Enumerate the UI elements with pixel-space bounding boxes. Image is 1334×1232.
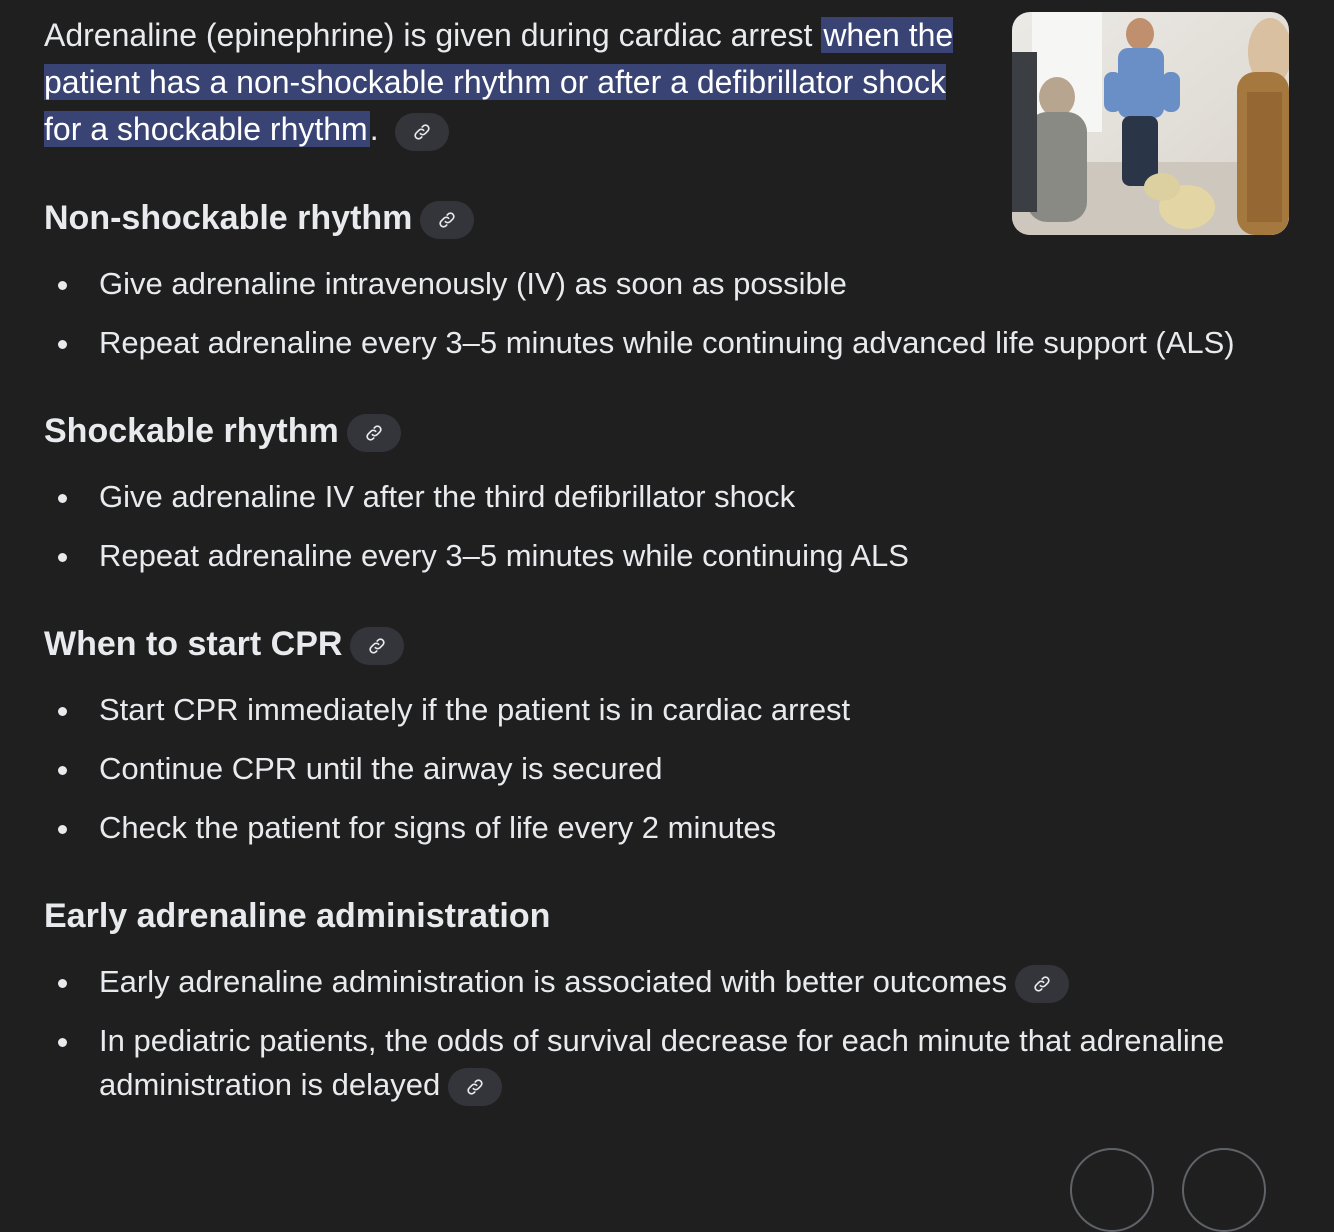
link-icon: [367, 636, 387, 656]
cpr-training-image: [1012, 12, 1289, 235]
list-non-shockable: [44, 262, 1279, 380]
section-heading: [44, 411, 401, 452]
list-shockable: [44, 475, 1279, 593]
list-early-adrenaline: [44, 960, 1279, 1122]
source-link-button[interactable]: [1015, 965, 1069, 1003]
list-item: Start CPR immediately if the patient is in cardiac arrest: [44, 688, 1279, 732]
link-icon: [437, 210, 457, 230]
section-heading: [44, 198, 474, 239]
section-heading: [44, 896, 550, 936]
section-shockable: [44, 411, 401, 452]
section-when-to-start-cpr: [44, 624, 404, 665]
heading-text: Shockable rhythm: [44, 412, 339, 450]
list-item: Give adrenaline IV after the third defibrillator shock: [44, 475, 1279, 519]
source-link-button[interactable]: [448, 1068, 502, 1106]
section-early-adrenaline: [44, 896, 550, 936]
feedback-buttons: [1070, 1148, 1300, 1178]
link-icon: [412, 122, 432, 142]
list-item: Repeat adrenaline every 3–5 minutes while continuing ALS: [44, 534, 1279, 578]
intro-highlighted-text[interactable]: when the patient has a non-shockable rhythm or after a defibrillator shock for a shockable rhythm: [44, 17, 954, 147]
thumbs-down-button[interactable]: [1182, 1148, 1266, 1232]
list-item: [44, 1019, 1279, 1107]
list-item-text: Early adrenaline administration is associated with better outcomes: [99, 964, 1008, 999]
heading-text: When to start CPR: [44, 625, 343, 663]
link-icon: [465, 1077, 485, 1097]
list-item: Check the patient for signs of life every 2 minutes: [44, 806, 1279, 850]
source-link-button[interactable]: [347, 414, 401, 452]
source-link-button[interactable]: [420, 201, 474, 239]
list-item: [44, 960, 1279, 1004]
intro-text: Adrenaline (epinephrine) is given during cardiac arrest: [44, 17, 813, 53]
link-icon: [364, 423, 384, 443]
source-link-button[interactable]: [350, 627, 404, 665]
section-non-shockable: [44, 198, 474, 239]
heading-text: Early adrenaline administration: [44, 897, 551, 935]
thumbs-up-button[interactable]: [1070, 1148, 1154, 1232]
list-item: Repeat adrenaline every 3–5 minutes while continuing advanced life support (ALS): [44, 321, 1279, 365]
list-item: Give adrenaline intravenously (IV) as soon as possible: [44, 262, 1279, 306]
source-link-button[interactable]: [395, 113, 449, 151]
section-heading: [44, 624, 404, 665]
intro-paragraph: [44, 12, 984, 153]
list-item: Continue CPR until the airway is secured: [44, 747, 1279, 791]
list-when-to-start-cpr: [44, 688, 1279, 865]
list-item-text: In pediatric patients, the odds of survival decrease for each minute that adrenaline administration is delayed: [99, 1023, 1225, 1102]
cpr-training-thumbnail[interactable]: [1012, 12, 1289, 235]
intro-period: .: [369, 111, 379, 147]
link-icon: [1032, 974, 1052, 994]
heading-text: Non-shockable rhythm: [44, 199, 413, 237]
